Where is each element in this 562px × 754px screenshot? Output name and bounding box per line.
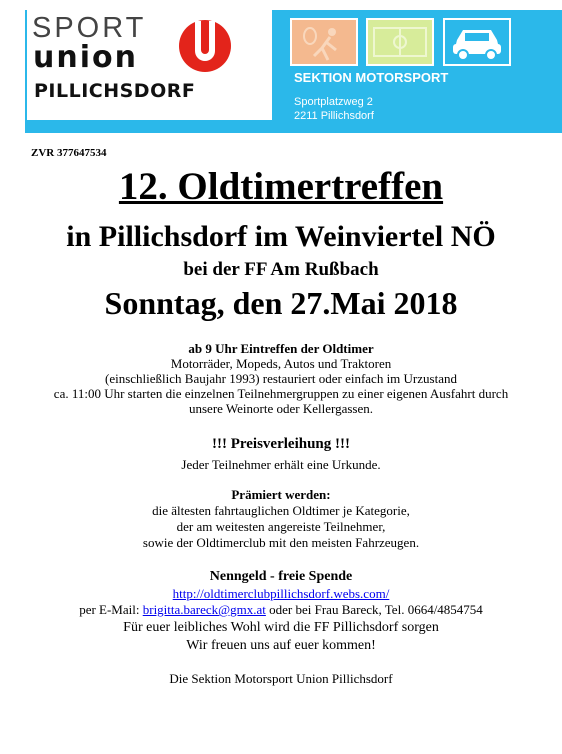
arrival-time: ab 9 Uhr Eintreffen der Oldtimer [188, 341, 374, 356]
email-link[interactable]: brigitta.bareck@gmx.at [142, 602, 266, 617]
logo-union-text: union [33, 40, 138, 75]
welcome-note: Wir freuen uns auf euer kommen! [186, 638, 376, 653]
contact-line [0, 602, 562, 617]
website-link[interactable]: http://oldtimerclubpillichsdorf.webs.com/ [172, 586, 390, 601]
zvr-number: ZVR 377647534 [31, 147, 107, 159]
address-street: Sportplatzweg 2 [294, 96, 373, 108]
prize-item: die ältesten fahrtauglichen Oldtimer je Kategorie, [152, 503, 410, 518]
signature: Die Sektion Motorsport Union Pillichsdorf [169, 671, 393, 686]
car-icon [443, 18, 511, 66]
vehicle-condition: (einschließlich Baujahr 1993) restauriert oder einfach im Urzustand [105, 371, 457, 386]
prize-item: der am weitesten angereiste Teilnehmer, [176, 519, 386, 534]
start-info-line1: ca. 11:00 Uhr starten die einzelnen Teilnehmergruppen zu einer eigenen Ausfahrt durch [53, 386, 509, 401]
email-prefix: per E-Mail: [79, 602, 143, 617]
event-host: bei der FF Am Rußbach [183, 259, 379, 280]
prize-heading: Prämiert werden: [231, 487, 331, 502]
event-subtitle: in Pillichsdorf im Weinviertel NÖ [66, 220, 496, 253]
prize-item: sowie der Oldtimerclub mit den meisten Fahrzeugen. [142, 535, 420, 550]
address-city: 2211 Pillichsdorf [294, 110, 374, 122]
event-date: Sonntag, den 27.Mai 2018 [104, 285, 458, 321]
logo-sport-text: SPORT [32, 12, 147, 44]
section-title: SEKTION MOTORSPORT [294, 70, 449, 85]
vehicle-types: Motorräder, Mopeds, Autos und Traktoren [170, 356, 392, 371]
union-u-icon [178, 13, 232, 77]
tennis-player-icon [290, 18, 358, 66]
fee-heading: Nenngeld - freie Spende [209, 569, 353, 584]
start-info-line2: unsere Weinorte oder Kellergassen. [188, 401, 374, 416]
catering-note: Für euer leibliches Wohl wird die FF Pillichsdorf sorgen [123, 620, 439, 635]
phone-contact: oder bei Frau Bareck, Tel. 0664/4854754 [265, 602, 483, 617]
event-title: 12. Oldtimertreffen [118, 165, 444, 208]
awards-heading: !!! Preisverleihung !!! [211, 436, 351, 452]
soccer-field-icon [366, 18, 434, 66]
logo-town-text: PILLICHSDORF [34, 80, 196, 102]
awards-text: Jeder Teilnehmer erhält eine Urkunde. [181, 457, 381, 472]
